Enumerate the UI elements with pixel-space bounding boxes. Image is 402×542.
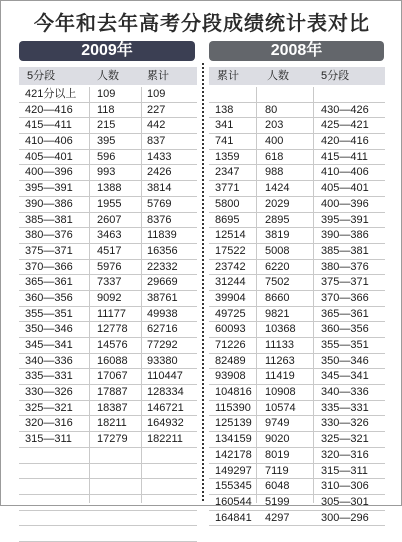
table-cell: 9749 bbox=[265, 417, 290, 430]
table-cell: 355—351 bbox=[25, 307, 73, 320]
table-cell: 8695 bbox=[215, 213, 240, 226]
table-cell: 155345 bbox=[215, 480, 252, 493]
table-cell: 420—416 bbox=[321, 135, 369, 148]
table-cell: 109 bbox=[147, 88, 166, 100]
table-cell: 5800 bbox=[215, 197, 240, 210]
table-cell: 350—346 bbox=[25, 323, 73, 336]
table-cell: 380—376 bbox=[321, 260, 369, 273]
table-row bbox=[19, 526, 197, 542]
table-cell: 93380 bbox=[147, 354, 178, 367]
table-cell: 164932 bbox=[147, 417, 184, 430]
table-row bbox=[19, 307, 197, 323]
table-row bbox=[19, 511, 197, 527]
table-cell: 149297 bbox=[215, 464, 252, 477]
table-row bbox=[19, 275, 197, 291]
table-cell: 2347 bbox=[215, 166, 240, 179]
table-cell: 109 bbox=[97, 88, 116, 100]
table-cell: 2426 bbox=[147, 166, 172, 179]
table-cell: 29669 bbox=[147, 276, 178, 289]
column-separator bbox=[89, 87, 90, 503]
table-cell: 71226 bbox=[215, 339, 246, 351]
table-cell: 315—311 bbox=[25, 433, 72, 446]
table-cell: 335—331 bbox=[321, 401, 369, 414]
table-cell: 9020 bbox=[265, 433, 290, 446]
table-cell: 320—316 bbox=[321, 448, 369, 461]
table-cell: 146721 bbox=[147, 401, 184, 414]
table-cell: 988 bbox=[265, 166, 284, 179]
table-cell: 6220 bbox=[265, 260, 290, 273]
table-cell: 415—411 bbox=[321, 150, 368, 163]
table-row bbox=[209, 401, 385, 417]
table-cell: 16356 bbox=[147, 244, 178, 257]
table-row bbox=[209, 448, 385, 464]
table-cell: 375—371 bbox=[25, 244, 73, 257]
header-count: 人数 bbox=[267, 70, 289, 82]
table-cell: 400—396 bbox=[321, 197, 369, 210]
table-row bbox=[19, 338, 197, 354]
table-cell: 16088 bbox=[97, 354, 128, 367]
table-cell: 77292 bbox=[147, 339, 178, 351]
table-cell: 596 bbox=[97, 150, 116, 163]
table-cell: 380—376 bbox=[25, 229, 73, 242]
table-cell: 3819 bbox=[265, 229, 290, 242]
table-row bbox=[209, 181, 385, 197]
table-cell: 138 bbox=[215, 103, 234, 116]
table-cell: 125139 bbox=[215, 417, 252, 430]
header-score-band: 5分段 bbox=[27, 70, 56, 82]
table-cell: 8376 bbox=[147, 213, 172, 226]
table-row bbox=[19, 87, 197, 103]
table-row bbox=[19, 134, 197, 150]
table-cell: 410—406 bbox=[25, 135, 73, 148]
table-cell: 420—416 bbox=[25, 103, 73, 116]
table-row bbox=[209, 511, 385, 527]
table-2009-body bbox=[19, 87, 197, 542]
table-cell: 18387 bbox=[97, 401, 128, 414]
table-row bbox=[209, 87, 385, 103]
table-row bbox=[19, 103, 197, 119]
table-row bbox=[19, 448, 197, 464]
table-cell: 142178 bbox=[215, 448, 252, 461]
table-cell: 80 bbox=[265, 103, 278, 116]
table-cell: 10574 bbox=[265, 401, 296, 414]
table-cell: 12778 bbox=[97, 323, 128, 336]
table-cell: 11839 bbox=[147, 229, 177, 242]
table-row bbox=[209, 165, 385, 181]
table-cell: 618 bbox=[265, 150, 284, 163]
table-cell: 430—426 bbox=[321, 103, 369, 116]
table-cell: 110447 bbox=[147, 370, 183, 383]
year-2009-label: 2009年 bbox=[81, 42, 133, 59]
table-cell: 350—346 bbox=[321, 354, 369, 367]
table-cell: 340—336 bbox=[25, 354, 73, 367]
table-row bbox=[209, 134, 385, 150]
table-cell: 93908 bbox=[215, 370, 246, 383]
table-row bbox=[209, 213, 385, 229]
table-cell: 18211 bbox=[97, 417, 127, 430]
table-cell: 5769 bbox=[147, 197, 172, 210]
table-cell: 360—356 bbox=[321, 323, 369, 336]
table-row bbox=[19, 479, 197, 495]
table-cell: 741 bbox=[215, 135, 234, 148]
table-cell: 395 bbox=[97, 135, 116, 148]
table-cell: 360—356 bbox=[25, 291, 73, 304]
table-row bbox=[209, 322, 385, 338]
table-cell: 9092 bbox=[97, 291, 122, 304]
table-cell: 4297 bbox=[265, 511, 290, 524]
table-cell: 22332 bbox=[147, 260, 178, 273]
year-2008-banner bbox=[209, 41, 384, 61]
table-cell: 128334 bbox=[147, 386, 184, 399]
column-separator bbox=[313, 87, 314, 503]
table-cell: 17067 bbox=[97, 370, 128, 383]
table-cell: 315—311 bbox=[321, 464, 368, 477]
table-cell: 118 bbox=[97, 103, 115, 116]
table-2008-body bbox=[209, 87, 385, 526]
table-cell: 325—321 bbox=[25, 401, 73, 414]
table-cell: 60093 bbox=[215, 323, 246, 336]
table-cell: 17522 bbox=[215, 244, 246, 257]
table-cell: 365—361 bbox=[321, 307, 369, 320]
table-row bbox=[19, 228, 197, 244]
table-cell: 164841 bbox=[215, 511, 252, 524]
page-title: 今年和去年高考分段成绩统计表对比 bbox=[34, 13, 370, 35]
table-cell: 330—326 bbox=[25, 386, 73, 399]
table-cell: 17279 bbox=[97, 433, 128, 446]
table-cell: 365—361 bbox=[25, 276, 73, 289]
table-cell: 305—301 bbox=[321, 495, 369, 508]
table-cell: 370—366 bbox=[25, 260, 73, 273]
table-row bbox=[209, 338, 385, 354]
table-row bbox=[209, 291, 385, 307]
year-2008-label: 2008年 bbox=[270, 42, 323, 59]
table-cell: 8660 bbox=[265, 291, 290, 304]
header-cumulative: 累计 bbox=[217, 70, 239, 82]
table-cell: 23742 bbox=[215, 260, 246, 273]
table-cell: 3771 bbox=[215, 182, 240, 195]
table-cell: 2607 bbox=[97, 213, 122, 226]
table-cell: 4517 bbox=[97, 244, 122, 257]
table-cell: 11133 bbox=[265, 339, 294, 351]
table-cell: 104816 bbox=[215, 386, 252, 399]
table-cell: 375—371 bbox=[321, 276, 369, 289]
table-2009-header bbox=[19, 67, 197, 85]
table-cell: 39904 bbox=[215, 291, 246, 304]
table-row bbox=[209, 416, 385, 432]
table-row bbox=[209, 260, 385, 276]
table-cell: 442 bbox=[147, 119, 166, 132]
table-cell: 2895 bbox=[265, 213, 290, 226]
table-cell: 49725 bbox=[215, 307, 246, 320]
table-row bbox=[209, 385, 385, 401]
table-row bbox=[19, 464, 197, 480]
table-cell: 12514 bbox=[215, 229, 246, 242]
table-row bbox=[19, 197, 197, 213]
table-cell: 10908 bbox=[265, 386, 296, 399]
table-row bbox=[19, 401, 197, 417]
table-cell: 335—331 bbox=[25, 370, 73, 383]
table-row bbox=[19, 118, 197, 134]
table-row bbox=[209, 464, 385, 480]
table-cell: 370—366 bbox=[321, 291, 369, 304]
table-cell: 345—341 bbox=[321, 370, 369, 383]
column-separator bbox=[141, 87, 142, 503]
table-row bbox=[209, 495, 385, 511]
table-cell: 9821 bbox=[265, 307, 290, 320]
table-cell: 6048 bbox=[265, 480, 290, 493]
table-cell: 14576 bbox=[97, 339, 128, 351]
table-cell: 160544 bbox=[215, 495, 252, 508]
table-cell: 8019 bbox=[265, 448, 290, 461]
table-cell: 405—401 bbox=[321, 182, 369, 195]
table-cell: 134159 bbox=[215, 433, 252, 446]
table-row bbox=[209, 275, 385, 291]
table-cell: 390—386 bbox=[321, 229, 369, 242]
table-cell: 410—406 bbox=[321, 166, 369, 179]
table-row bbox=[209, 118, 385, 134]
table-cell: 400—396 bbox=[25, 166, 73, 179]
table-cell: 7119 bbox=[265, 464, 289, 477]
header-cumulative: 累计 bbox=[147, 70, 169, 82]
table-cell: 2029 bbox=[265, 197, 290, 210]
header-score-band: 5分段 bbox=[321, 70, 350, 82]
table-row bbox=[19, 416, 197, 432]
table-cell: 1955 bbox=[97, 197, 122, 210]
table-cell: 1424 bbox=[265, 182, 290, 195]
table-cell: 115390 bbox=[215, 401, 251, 414]
table-cell: 38761 bbox=[147, 291, 178, 304]
table-cell: 182211 bbox=[147, 433, 183, 446]
table-cell: 330—326 bbox=[321, 417, 369, 430]
table-cell: 400 bbox=[265, 135, 284, 148]
table-row bbox=[19, 322, 197, 338]
table-row bbox=[19, 354, 197, 370]
table-cell: 5976 bbox=[97, 260, 122, 273]
table-cell: 415—411 bbox=[25, 119, 72, 132]
table-row bbox=[19, 385, 197, 401]
table-cell: 390—386 bbox=[25, 197, 73, 210]
table-cell: 405—401 bbox=[25, 150, 73, 163]
table-row bbox=[19, 213, 197, 229]
table-cell: 7502 bbox=[265, 276, 290, 289]
table-cell: 345—341 bbox=[25, 339, 73, 351]
table-cell: 325—321 bbox=[321, 433, 369, 446]
table-cell: 395—391 bbox=[321, 213, 369, 226]
table-row bbox=[209, 432, 385, 448]
table-row bbox=[209, 197, 385, 213]
table-cell: 310—306 bbox=[321, 480, 369, 493]
table-row bbox=[209, 369, 385, 385]
table-cell: 1359 bbox=[215, 150, 240, 163]
table-cell: 5199 bbox=[265, 495, 290, 508]
table-cell: 340—336 bbox=[321, 386, 369, 399]
table-row bbox=[209, 479, 385, 495]
table-cell: 62716 bbox=[147, 323, 178, 336]
table-cell: 421分以上 bbox=[25, 88, 77, 100]
table-cell: 11419 bbox=[265, 370, 295, 383]
table-cell: 320—316 bbox=[25, 417, 73, 430]
table-cell: 425—421 bbox=[321, 119, 369, 132]
table-cell: 1388 bbox=[97, 182, 122, 195]
year-2009-banner bbox=[19, 41, 195, 61]
table-cell: 837 bbox=[147, 135, 166, 148]
table-row bbox=[209, 354, 385, 370]
table-row bbox=[209, 228, 385, 244]
table-row bbox=[19, 291, 197, 307]
table-cell: 203 bbox=[265, 119, 284, 132]
table-2008-header bbox=[209, 67, 385, 85]
table-cell: 227 bbox=[147, 103, 166, 116]
table-row bbox=[19, 369, 197, 385]
table-row bbox=[209, 244, 385, 260]
table-cell: 7337 bbox=[97, 276, 122, 289]
table-row bbox=[209, 307, 385, 323]
table-cell: 395—391 bbox=[25, 182, 73, 195]
table-cell: 11263 bbox=[265, 354, 295, 367]
table-cell: 215 bbox=[97, 119, 116, 132]
table-cell: 49938 bbox=[147, 307, 178, 320]
table-cell: 17887 bbox=[97, 386, 128, 399]
table-row bbox=[209, 150, 385, 166]
table-row bbox=[19, 260, 197, 276]
table-row bbox=[19, 244, 197, 260]
table-cell: 5008 bbox=[265, 244, 290, 257]
table-cell: 385—381 bbox=[25, 213, 73, 226]
table-cell: 3463 bbox=[97, 229, 122, 242]
table-row bbox=[19, 165, 197, 181]
table-cell: 1433 bbox=[147, 150, 172, 163]
column-separator bbox=[256, 87, 257, 503]
table-cell: 10368 bbox=[265, 323, 296, 336]
table-cell: 385—381 bbox=[321, 244, 369, 257]
table-cell: 3814 bbox=[147, 182, 172, 195]
table-row bbox=[19, 432, 197, 448]
table-row bbox=[19, 495, 197, 511]
table-cell: 31244 bbox=[215, 276, 246, 289]
header-count: 人数 bbox=[97, 70, 119, 82]
table-row bbox=[19, 181, 197, 197]
center-divider bbox=[202, 63, 204, 501]
table-cell: 82489 bbox=[215, 354, 246, 367]
table-cell: 341 bbox=[215, 119, 234, 132]
table-cell: 300—296 bbox=[321, 511, 369, 524]
table-row bbox=[19, 150, 197, 166]
table-cell: 11177 bbox=[97, 307, 126, 320]
table-cell: 355—351 bbox=[321, 339, 369, 351]
table-row bbox=[209, 103, 385, 119]
table-cell: 993 bbox=[97, 166, 116, 179]
